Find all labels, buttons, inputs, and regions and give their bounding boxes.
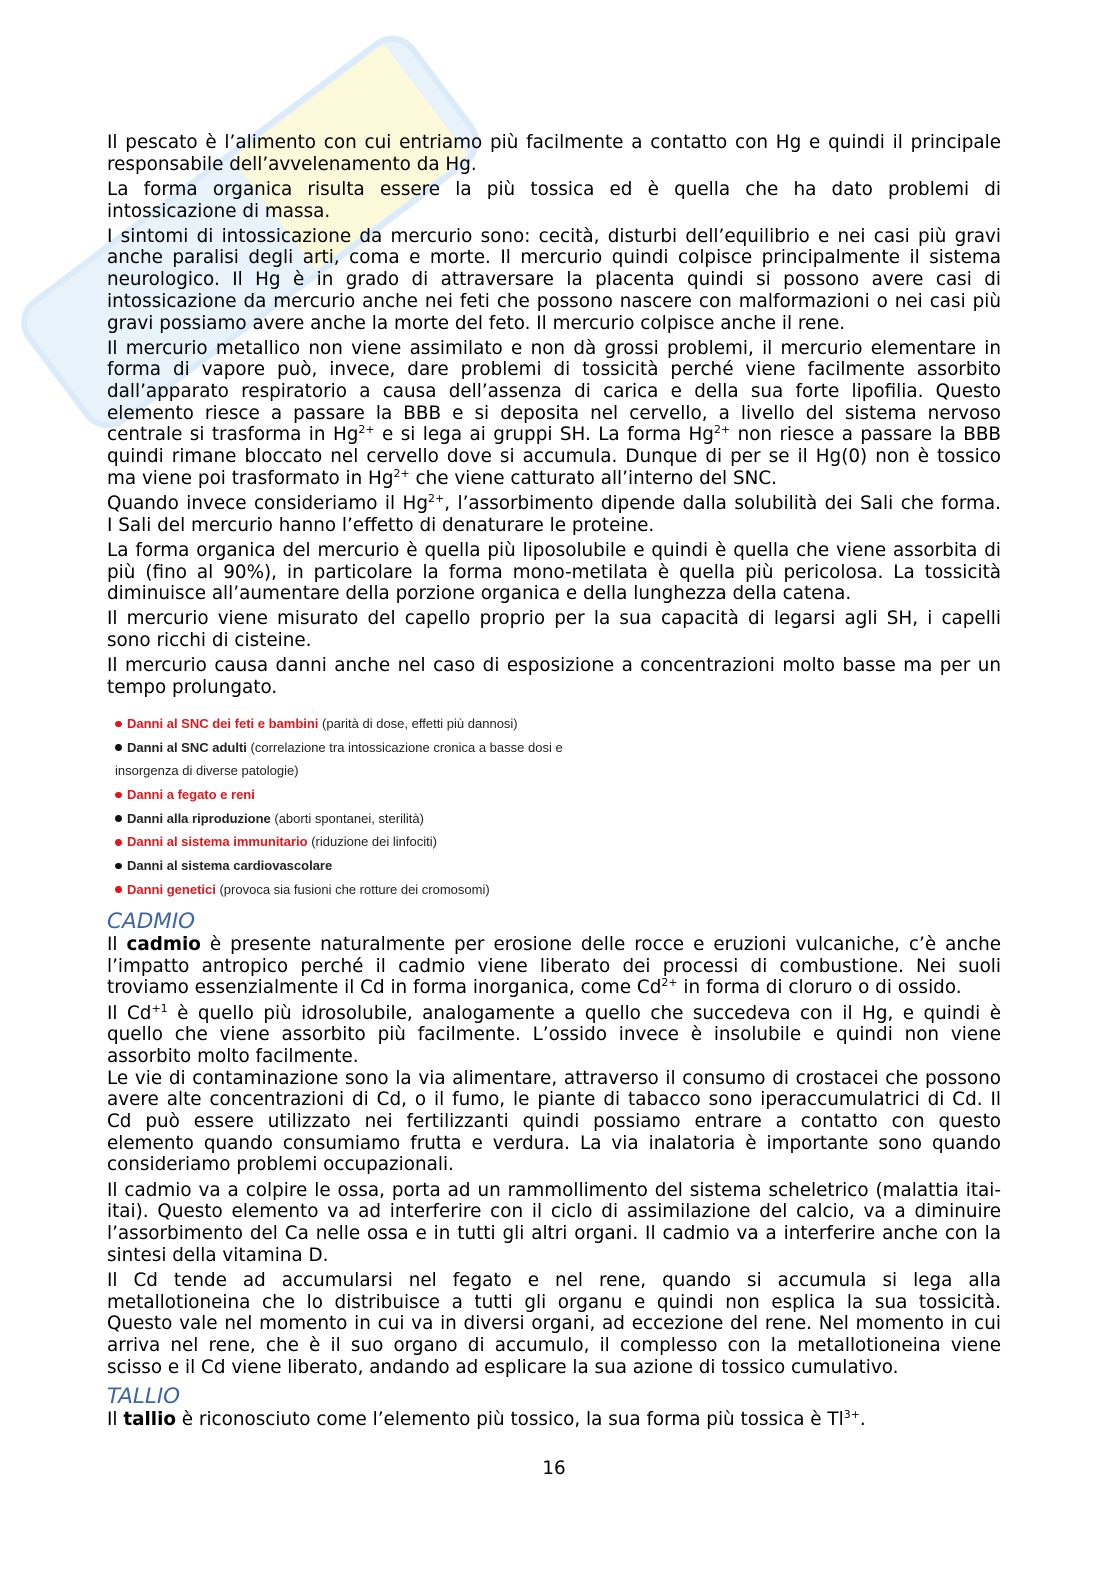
list-item-title: Danni al SNC adulti [127, 739, 247, 755]
cadmium-section [107, 909, 1001, 1382]
text-line [107, 1409, 1001, 1431]
thallium-section [107, 1385, 1001, 1434]
paragraph [107, 1409, 1001, 1431]
text-line: Cd può essere utilizzato nei fertilizzanti quindi possiamo entrare a contatto con questo [107, 1111, 1001, 1132]
paragraph [107, 1068, 1001, 1176]
superscript: 2+ [358, 423, 375, 437]
list-item-detail: (provoca sia fusioni che rotture dei cromosomi) [215, 881, 490, 897]
list-item-title: Danni al SNC dei feti e bambini [127, 716, 319, 731]
text-segment: è quello più idrosolubile, analogamente a quello che succedeva con il Hg, e quindi è [167, 1002, 1002, 1024]
text-line: neurologico. Il Hg è in grado di attraversare la placenta quindi si possono avere casi di [107, 269, 1001, 291]
list-item-title: Danni genetici [127, 881, 216, 897]
superscript: +1 [151, 1001, 168, 1015]
text-line: tempo prolungato. [107, 677, 278, 698]
superscript: 2+ [661, 976, 678, 990]
text-line: assorbito molto facilmente. [107, 1045, 359, 1067]
text-segment: è presente naturalmente per erosione delle rocce e eruzioni vulcaniche, c’è anche [200, 934, 1001, 955]
superscript: 2+ [427, 492, 445, 505]
text-line: Il Cd tende ad accumularsi nel fegato e nel rene, quando si accumula si lega alla [107, 1269, 1001, 1291]
paragraph [107, 608, 1001, 651]
text-line: Questo vale nel momento in cui va in diversi organi, ad eccezione del rene. Nel momento in cui [107, 1313, 1001, 1335]
bullet-icon [115, 839, 122, 846]
text-line: Il mercurio causa danni anche nel caso di esposizione a concentrazioni molto basse ma per un [107, 655, 1001, 677]
damage-list-figure [107, 712, 577, 902]
text-segment: non riesce a passare la BBB [730, 424, 1001, 446]
text-line: responsabile dell’avvelenamento da Hg. [107, 153, 477, 175]
text-line: gravi possiamo avere anche la morte del feto. Il mercurio colpisce anche il rene. [107, 312, 846, 334]
text-line: elemento quando consumiamo frutta e verdura. La via inalatoria è importante sono quando [107, 1132, 1001, 1154]
text-segment: e si lega ai gruppi SH. La forma Hg [374, 424, 714, 446]
list-item-detail: (riduzione dei linfociti) [307, 834, 437, 850]
bullet-icon [115, 886, 122, 893]
text-line: diminuisce all’aumentare della porzione organica e della lunghezza della catena. [107, 583, 852, 605]
text-segment: , l’assorbimento dipende dalla solubilità dei Sali che forma. [444, 493, 1001, 514]
text-line: metallotioneina che lo distribuisce a tutti gli organu e quindi non esplica la sua tossicità. [107, 1291, 1001, 1313]
paragraph [107, 655, 1001, 698]
text-line: arriva nel rene, che è il suo organo di accumulo, il complesso con la metallotioneina viene [107, 1334, 1001, 1356]
list-item-detail: (parità di dose, effetti più dannosi) [318, 716, 518, 731]
list-item-detail: (correlazione tra intossicazione cronica a basse dosi e [246, 739, 563, 755]
text-line: Il mercurio metallico non viene assimilato e non dà grossi problemi, il mercurio elementare in [107, 337, 1001, 359]
paragraph [107, 540, 1001, 605]
bullet-icon [115, 744, 122, 751]
mercury-section [107, 132, 1001, 702]
text-segment: che viene catturato all’interno del SNC. [409, 467, 777, 489]
superscript: 2+ [713, 423, 731, 437]
text-line: intossicazione da mercurio anche nei feti che possono nascere con malformazioni o nei casi più [107, 290, 1001, 312]
text-segment: Quando invece consideriamo il Hg [107, 493, 428, 514]
text-line: sono ricchi di cisteine. [107, 630, 312, 652]
text-segment: troviamo essenzialmente il Cd in forma inorganica, come Cd [107, 977, 662, 999]
text-line: l’impatto antropico perché il cadmio viene liberato dei processi di combustione. Nei suoli [107, 955, 1001, 977]
text-line: anche paralisi degli arti, coma e morte. Il mercurio quindi colpisce principalmente il sistema [107, 247, 1001, 269]
list-item-title: Danni al sistema immunitario [127, 834, 308, 850]
section-heading-tallio: TALLIO [107, 1384, 181, 1409]
bold-term: cadmio [126, 934, 201, 955]
bullet-icon [115, 792, 122, 799]
text-line: I sintomi di intossicazione da mercurio sono: cecità, disturbi dell’equilibrio e nei casi più gravi [107, 225, 1001, 247]
list-item [107, 712, 577, 736]
superscript: 3+ [843, 1408, 860, 1421]
text-segment: in forma di cloruro o di ossido. [677, 977, 962, 999]
bullet-icon [115, 815, 122, 822]
text-line: forma di vapore può, invece, dare problemi di tossicità perché viene facilmente assorbito [107, 359, 1001, 381]
paragraph [107, 1180, 1001, 1267]
text-line [107, 934, 1001, 956]
list-item-title: Danni alla riproduzione [127, 810, 271, 826]
list-item [107, 830, 577, 854]
paragraph [107, 226, 1001, 334]
text-line: Le vie di contaminazione sono la via alimentare, attraverso il consumo di crostacei che possono [107, 1067, 1001, 1089]
text-line: sintesi della vitamina D. [107, 1244, 329, 1266]
list-item [107, 878, 577, 902]
section-heading-cadmio: CADMIO [107, 909, 196, 934]
text-line: Il pescato è l’alimento con cui entriamo più facilmente a contatto con Hg e quindi il principale [107, 132, 1001, 153]
text-line: La forma organica risulta essere la più tossica ed è quella che ha dato problemi di [107, 178, 1001, 200]
text-line: intossicazione di massa. [107, 200, 331, 222]
text-line: Il cadmio va a colpire le ossa, porta ad un rammollimento del sistema scheletrico (malattia itai- [107, 1179, 1001, 1201]
list-item-detail: insorgenza di diverse patologie) [115, 763, 299, 779]
page-number: 16 [542, 1458, 566, 1479]
text-line: l’assorbimento del Ca nelle ossa e in tutti gli altri organi. Il cadmio va a interferire anche con la [107, 1222, 1001, 1244]
list-item-continuation [107, 759, 577, 783]
text-line: I Sali del mercurio hanno l’effetto di denaturare le proteine. [107, 514, 655, 536]
text-segment: Il Cd [107, 1002, 152, 1024]
text-line: quindi rimane bloccato nel cervello dove si accumula. Dunque di per se il Hg(0) non è tossico [107, 446, 1001, 468]
paragraph [107, 1270, 1001, 1378]
text-segment: è riconosciuto come l’elemento più tossico, la sua forma più tossica è Tl [175, 1409, 844, 1430]
paragraph [107, 338, 1001, 490]
text-line [107, 468, 1001, 490]
text-line: La forma organica del mercurio è quella più liposolubile e quindi è quella che viene assorbita di [107, 539, 1001, 561]
text-line: elemento riesce a passare la BBB e si deposita nel cervello, a livello del sistema nervoso [107, 402, 1001, 424]
list-item [107, 854, 577, 878]
bullet-icon [115, 863, 122, 870]
superscript: 2+ [393, 466, 410, 480]
list-item [107, 807, 577, 831]
list-item [107, 783, 577, 807]
text-line [107, 424, 1001, 446]
list-item-title: Danni a fegato e reni [127, 787, 255, 803]
paragraph [107, 934, 1001, 999]
paragraph [107, 1003, 1001, 1068]
list-item [107, 736, 577, 760]
text-line: scisso e il Cd viene liberato, andando ad esplicare la sua azione di tossico cumulativo. [107, 1356, 899, 1378]
text-line: dall’apparato respiratorio a causa dell’assenza di carica e della sua forte lipofilia. Questo [107, 381, 1001, 403]
text-line [107, 1003, 1001, 1025]
list-item-detail: (aborti spontanei, sterilità) [270, 810, 424, 826]
text-line: avere alte concentrazioni di Cd, o il fumo, le piante di tabacco sono iperaccumulatrici di Cd. Il [107, 1089, 1001, 1111]
text-segment: . [859, 1409, 866, 1430]
bullet-icon [115, 721, 122, 728]
text-segment: ma viene poi trasformato in Hg [107, 467, 394, 489]
bold-term: tallio [123, 1409, 176, 1430]
text-segment: Il [107, 1409, 124, 1430]
text-line: più (fino al 90%), in particolare la forma mono-metilata è quella più pericolosa. La tossicità [107, 561, 1001, 583]
text-line: quello che viene assorbito più facilmente. L’ossido invece è insolubile e quindi non viene [107, 1024, 1001, 1046]
text-segment: Il [107, 934, 127, 955]
text-line: Il mercurio viene misurato del capello proprio per la sua capacità di legarsi agli SH, i capelli [107, 608, 1001, 630]
list-item-title: Danni al sistema cardiovascolare [127, 858, 333, 874]
paragraph [107, 132, 1001, 175]
paragraph [107, 493, 1001, 536]
text-line [107, 493, 1001, 515]
text-segment: centrale si trasforma in Hg [107, 424, 359, 446]
text-line [107, 977, 1001, 999]
text-line: itai). Questo elemento va ad interferire con il ciclo di assimilazione del calcio, va a diminuire [107, 1201, 1001, 1223]
paragraph [107, 179, 1001, 222]
text-line: consideriamo problemi occupazionali. [107, 1154, 454, 1176]
